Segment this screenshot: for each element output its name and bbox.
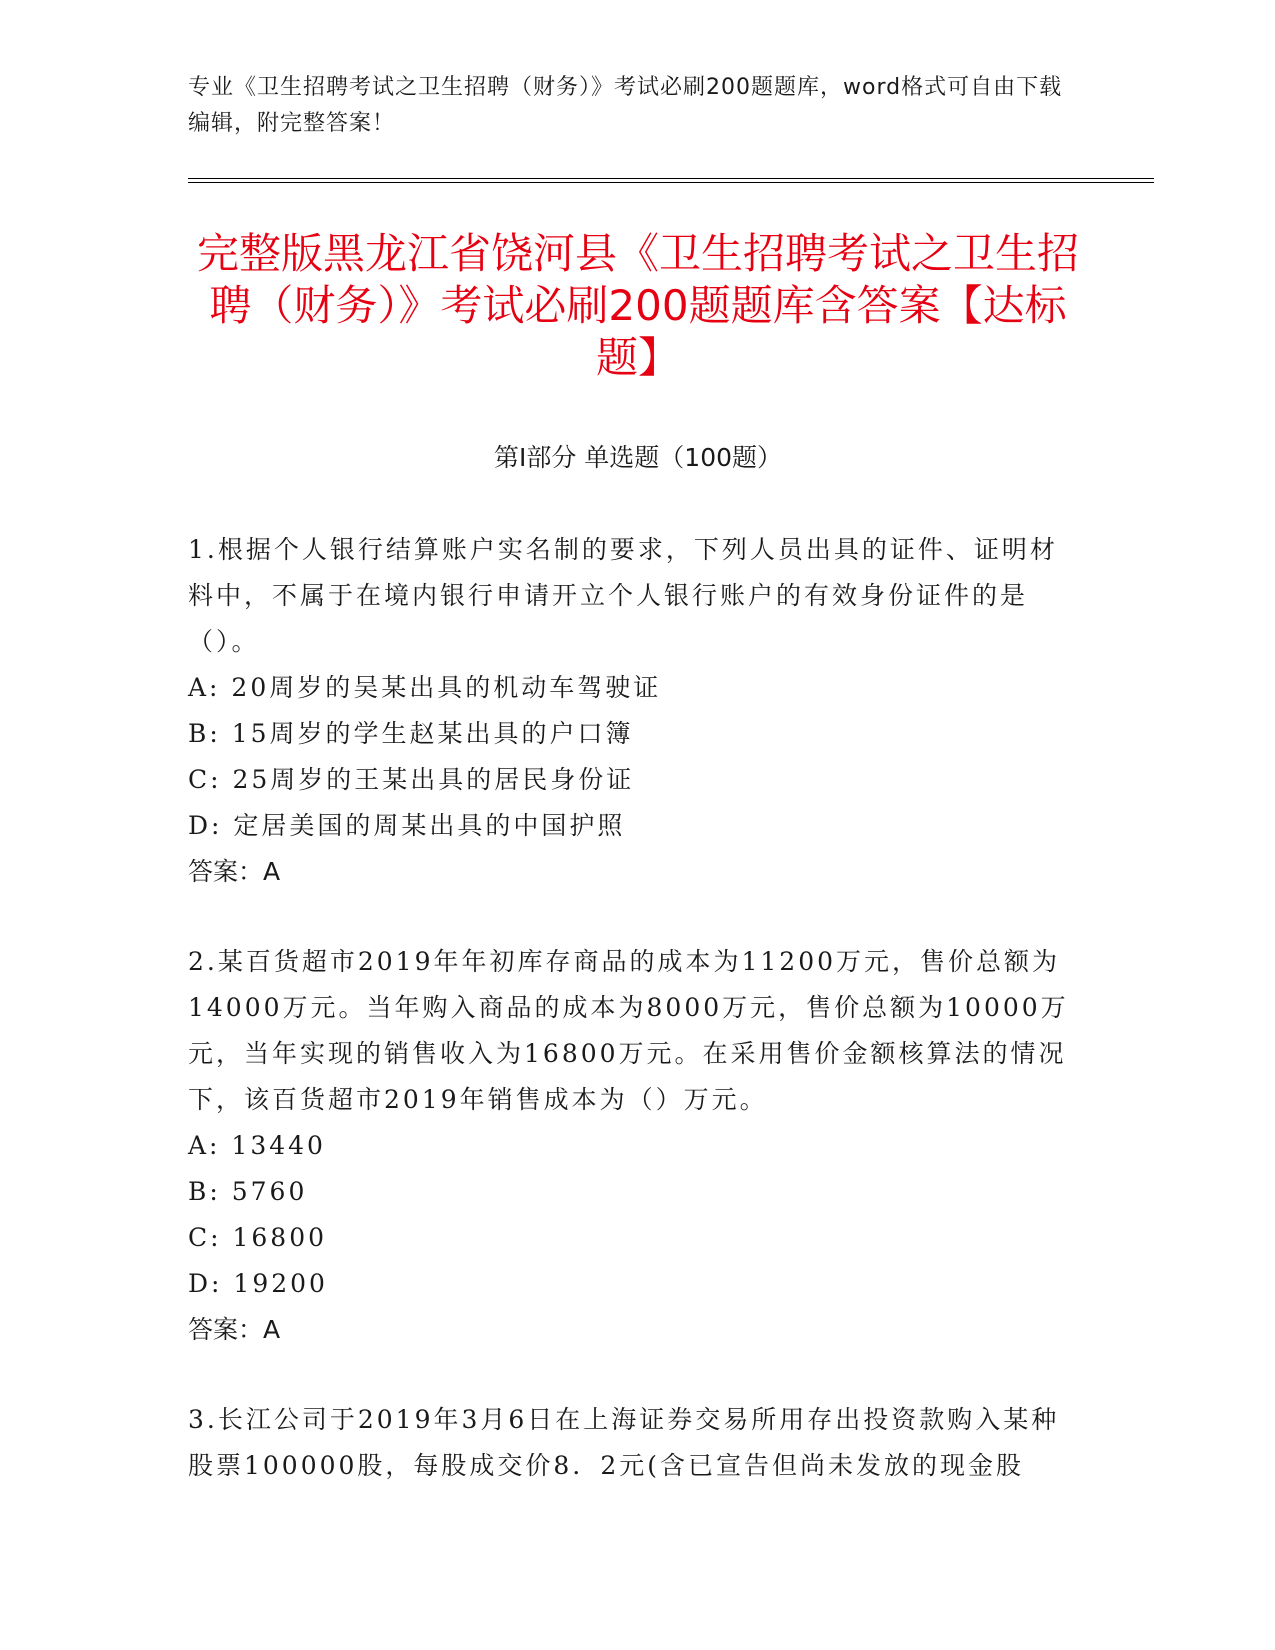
section-title: 第Ⅰ部分 单选题（100题） [493, 443, 783, 472]
header-divider-top [188, 178, 1154, 179]
option-b: B: 15周岁的学生赵某出具的户口簿 [188, 719, 634, 748]
question-1 [188, 527, 1078, 895]
option-c: C: 25周岁的王某出具的居民身份证 [188, 765, 635, 794]
header-divider-bottom [188, 182, 1154, 183]
answer: 答案：A [188, 1315, 281, 1344]
option-c: C: 16800 [188, 1223, 328, 1252]
option-b: B: 5760 [188, 1177, 308, 1206]
option-a: A: 20周岁的吴某出具的机动车驾驶证 [188, 673, 662, 702]
option-a: A: 13440 [188, 1131, 326, 1160]
option-d: D: 定居美国的周某出具的中国护照 [188, 811, 626, 840]
question-stem: 3.长江公司于2019年3月6日在上海证券交易所用存出投资款购入某种股票100000股，每股成交价8．2元(含已宣告但尚未发放的现金股 [188, 1405, 1060, 1480]
option-d: D: 19200 [188, 1269, 328, 1298]
answer: 答案：A [188, 857, 281, 886]
question-list [188, 527, 1078, 1533]
document-title: 完整版黑龙江省饶河县《卫生招聘考试之卫生招聘（财务）》考试必刷200题题库含答案【达标题】 [196, 229, 1079, 382]
header-note: 专业《卫生招聘考试之卫生招聘（财务）》考试必刷200题题库，word格式可自由下载编辑，附完整答案！ [188, 75, 1063, 136]
question-3 [188, 1397, 1078, 1489]
question-stem: 1.根据个人银行结算账户实名制的要求，下列人员出具的证件、证明材料中，不属于在境内银行申请开立个人银行账户的有效身份证件的是（）。 [188, 535, 1058, 656]
question-stem: 2.某百货超市2019年年初库存商品的成本为11200万元，售价总额为14000万元。当年购入商品的成本为8000万元，售价总额为10000万元，当年实现的销售收入为16800万元。在采用售价金额核算法的情况下，该百货超市2019年销售成本为（）万元。 [188, 947, 1069, 1114]
question-2 [188, 939, 1078, 1353]
